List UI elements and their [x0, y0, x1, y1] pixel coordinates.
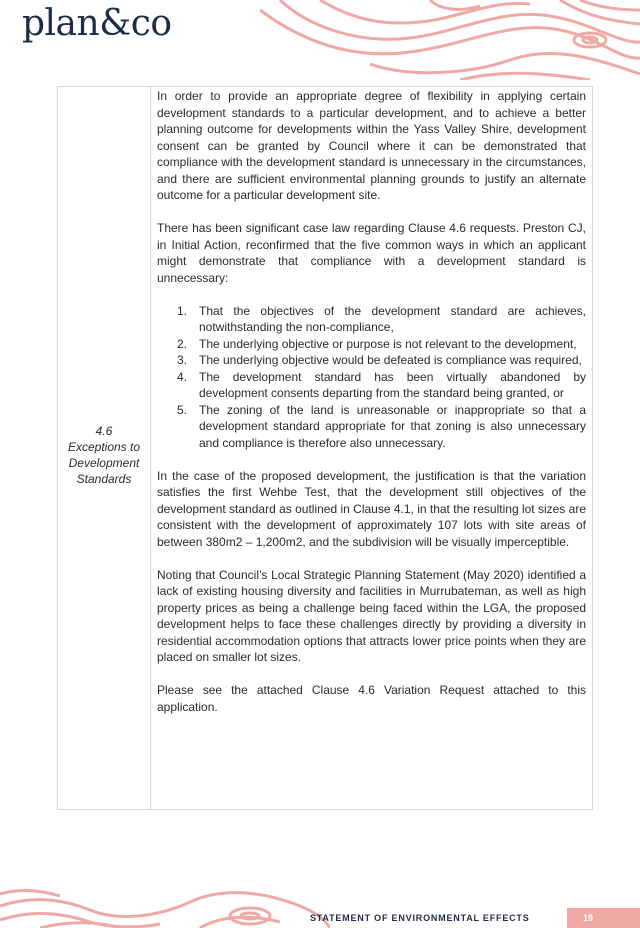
list-item	[157, 369, 586, 402]
footer-document-title: STATEMENT OF ENVIRONMENTAL EFFECTS	[310, 913, 530, 923]
clause-title-line: Exceptions to	[67, 440, 141, 454]
clause-body-cell	[151, 87, 592, 809]
list-item-text: That the objectives of the development standard are achieves, notwithstanding the non-compliance,	[199, 303, 586, 334]
list-item-number: 2.	[177, 336, 188, 351]
closing-paragraph: Please see the attached Clause 4.6 Variation Request attached to this application.	[157, 683, 586, 714]
list-item-number: 1.	[177, 303, 188, 318]
clause-title-line: Development	[68, 456, 140, 470]
proposed-development-paragraph: In the case of the proposed development, the justification is that the variation satisfies the first Wehbe Test, that the development still objectives of the development standard as outlined in Clause 4.1, in that the resulting lot sizes are consistent with the development of approximately 107 lots with site areas of between 380m2 – 1,200m2, and the subdivision will be visually imperceptible.	[157, 468, 586, 549]
page-number-badge: 19	[567, 908, 640, 928]
clause-number: 4.6	[95, 424, 113, 438]
reasons-list	[157, 303, 586, 452]
list-item	[157, 303, 586, 336]
logo: plan&co	[22, 3, 172, 44]
list-item-number: 3.	[177, 353, 188, 367]
list-item-text: The underlying objective would be defeated is compliance was required,	[199, 353, 582, 367]
list-item	[157, 336, 586, 353]
list-item	[157, 352, 586, 369]
clause-table	[57, 86, 593, 810]
list-item-number: 5.	[177, 402, 188, 417]
case-law-paragraph: There has been significant case law regarding Clause 4.6 requests. Preston CJ, in Initial Action, reconfirmed that the five common ways in which an applicant might demonstrate that compliance with a development standard is unnecessary:	[157, 221, 586, 285]
topographic-pattern-bottom	[0, 876, 330, 928]
list-item	[157, 402, 586, 452]
clause-title-line: Standards	[76, 472, 132, 486]
strategic-statement-paragraph: Noting that Council’s Local Strategic Planning Statement (May 2020) identified a lack of existing housing diversity and facilities in Murrubateman, as well as high property prices as being a challenge being faced within the LGA, the proposed development helps to face these challenges directly by providing a diversity in residential accommodation options that attracts lower price points when they are placed on smaller lot sizes.	[157, 567, 586, 664]
topographic-pattern-top	[260, 0, 640, 80]
list-item-text: The underlying objective or purpose is not relevant to the development,	[199, 336, 577, 351]
list-item-text: The development standard has been virtually abandoned by development consents departing from the standard being granted, or	[199, 369, 586, 400]
intro-paragraph: In order to provide an appropriate degree of flexibility in applying certain development standards to a particular development, and to achieve a better planning outcome for developments within the Yass Valley Shire, development consent can be granted by Council where it can be demonstrated that compliance with the development standard is unnecessary in the circumstances, and there are sufficient environmental planning grounds to justify an alternate outcome for a particular development site.	[157, 89, 586, 202]
list-item-number: 4.	[177, 369, 188, 384]
clause-heading-cell	[58, 87, 151, 809]
list-item-text: The zoning of the land is unreasonable or inappropriate so that a development standard appropriate for that zoning is also unnecessary and compliance is therefore also unnecessary.	[199, 402, 586, 450]
